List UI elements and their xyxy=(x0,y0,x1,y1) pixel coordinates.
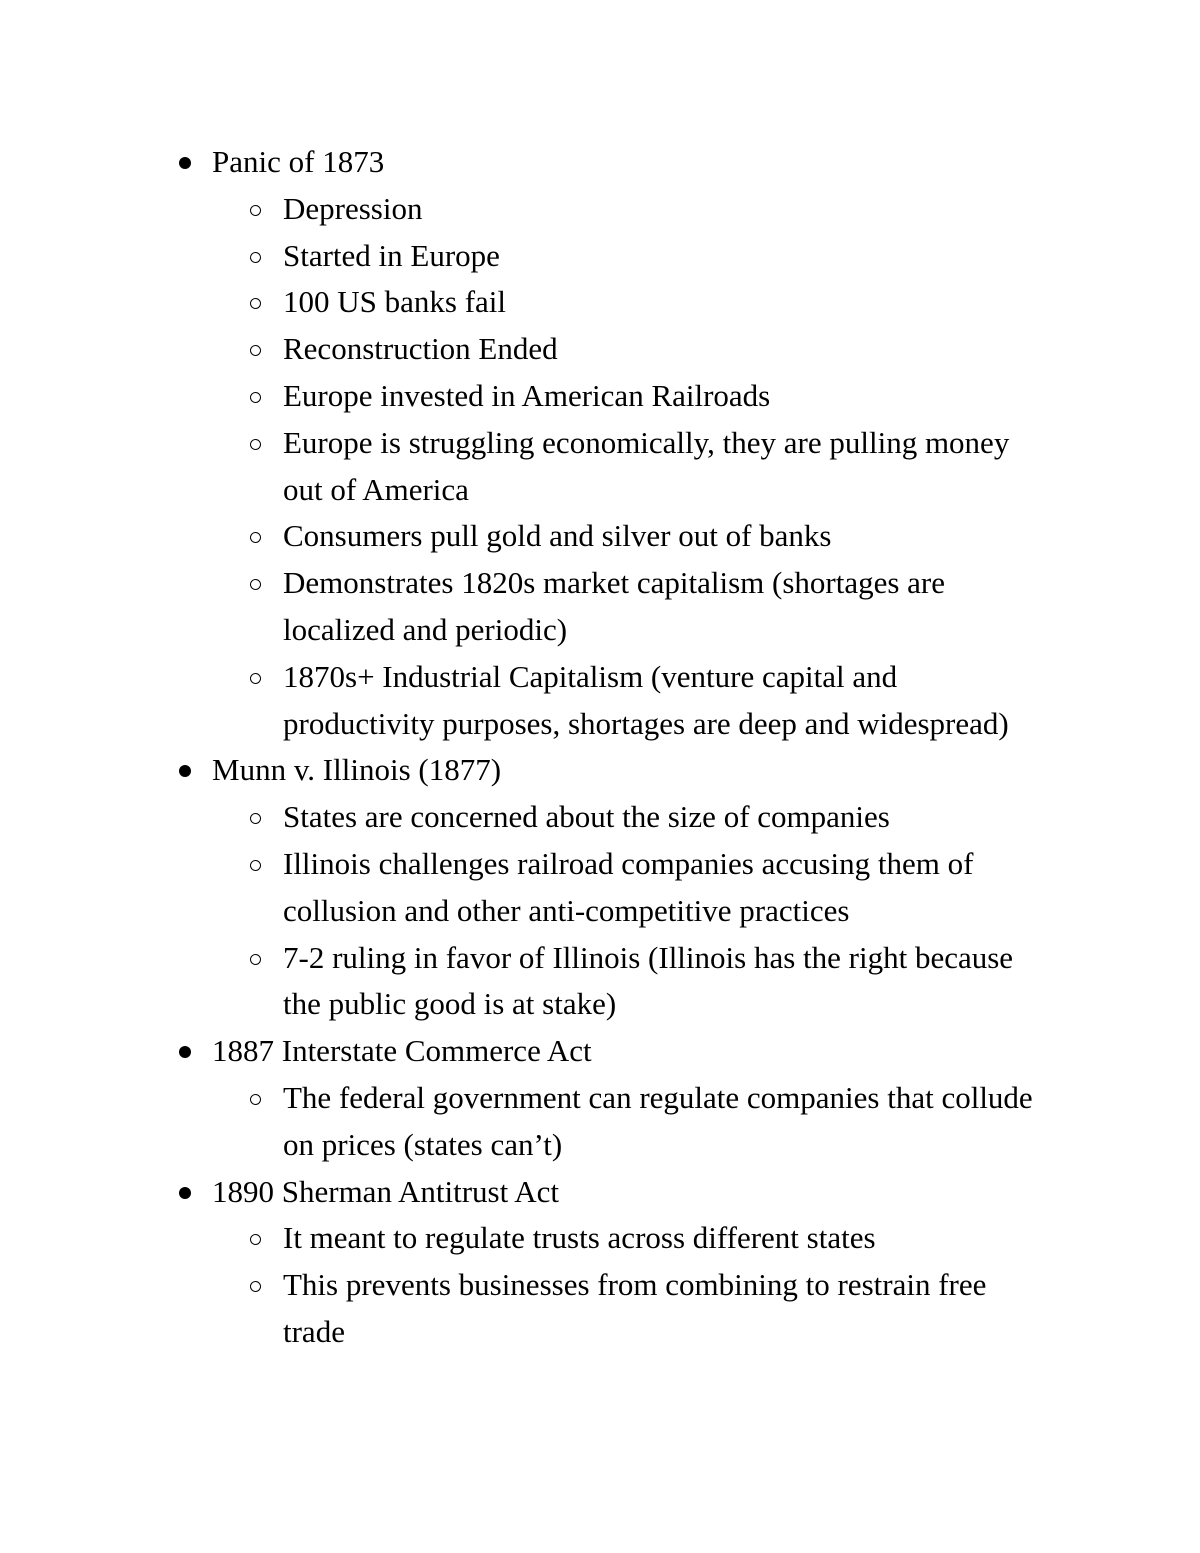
hollow-bullet-icon xyxy=(250,1094,261,1105)
sub-item-text: Europe is struggling economically, they are pulling money out of America xyxy=(283,424,1010,507)
sub-item xyxy=(0,560,1043,654)
sub-item-text: Reconstruction Ended xyxy=(283,331,558,367)
hollow-bullet-icon xyxy=(250,532,261,543)
hollow-bullet-icon xyxy=(250,1281,261,1292)
sub-item xyxy=(0,186,1043,233)
filled-bullet-icon xyxy=(179,765,191,777)
section-heading-panic-of-1873 xyxy=(0,139,1042,186)
sub-item xyxy=(0,654,1043,748)
sub-item xyxy=(0,233,1043,280)
filled-bullet-icon xyxy=(179,157,191,169)
section-heading-sherman-antitrust-act xyxy=(0,1169,1042,1216)
section-heading-text: Panic of 1873 xyxy=(212,144,385,179)
sub-item-text: It meant to regulate trusts across different states xyxy=(283,1220,876,1256)
sub-item-text: States are concerned about the size of companies xyxy=(283,799,890,835)
filled-bullet-icon xyxy=(179,1046,191,1058)
hollow-bullet-icon xyxy=(250,392,261,403)
sub-item-text: This prevents businesses from combining to restrain free trade xyxy=(283,1267,987,1349)
sub-item xyxy=(0,794,1043,841)
sub-item xyxy=(0,279,1043,326)
hollow-bullet-icon xyxy=(250,298,261,309)
sub-item xyxy=(0,513,1043,560)
filled-bullet-icon xyxy=(179,1187,191,1199)
section-heading-text: 1890 Sherman Antitrust Act xyxy=(212,1173,560,1209)
hollow-bullet-icon xyxy=(250,954,261,965)
sub-item-text: 100 US banks fail xyxy=(283,284,507,320)
hollow-bullet-icon xyxy=(250,345,261,356)
sub-item-text: The federal government can regulate companies that collude on prices (states can’t) xyxy=(283,1079,1033,1162)
sub-item xyxy=(0,420,1043,514)
sub-item xyxy=(0,326,1043,373)
hollow-bullet-icon xyxy=(250,813,261,824)
hollow-bullet-icon xyxy=(250,579,261,590)
sub-item-text: Consumers pull gold and silver out of banks xyxy=(283,518,832,554)
hollow-bullet-icon xyxy=(250,205,261,216)
hollow-bullet-icon xyxy=(250,252,261,263)
sub-item-text: Illinois challenges railroad companies accusing them of collusion and other anti-competitive practices xyxy=(283,845,974,928)
sub-item-text: Europe invested in American Railroads xyxy=(283,377,771,413)
section-heading-text: Munn v. Illinois (1877) xyxy=(212,752,502,788)
sub-item-text: 7-2 ruling in favor of Illinois (Illinois has the right because the public good is at stake) xyxy=(283,939,1014,1022)
sub-item xyxy=(0,935,1043,1029)
sub-item-text: Depression xyxy=(283,190,423,226)
section-heading-munn-v-illinois xyxy=(0,747,1042,794)
section-heading-interstate-commerce-act xyxy=(0,1028,1042,1075)
sub-item xyxy=(0,1262,1043,1356)
hollow-bullet-icon xyxy=(250,439,261,450)
hollow-bullet-icon xyxy=(250,673,261,684)
hollow-bullet-icon xyxy=(250,1234,261,1245)
sub-item-text: Started in Europe xyxy=(283,237,500,273)
notes-outline xyxy=(0,139,1200,1356)
sub-item-text: 1870s+ Industrial Capitalism (venture capital and productivity purposes, shortages are deep and widespread) xyxy=(283,658,1009,741)
sub-item xyxy=(0,841,1043,935)
sub-item-text: Demonstrates 1820s market capitalism (shortages are localized and periodic) xyxy=(283,565,945,647)
sub-item xyxy=(0,1075,1043,1169)
sub-item xyxy=(0,1215,1043,1262)
sub-item xyxy=(0,373,1043,420)
hollow-bullet-icon xyxy=(250,860,261,871)
section-heading-text: 1887 Interstate Commerce Act xyxy=(212,1033,592,1069)
